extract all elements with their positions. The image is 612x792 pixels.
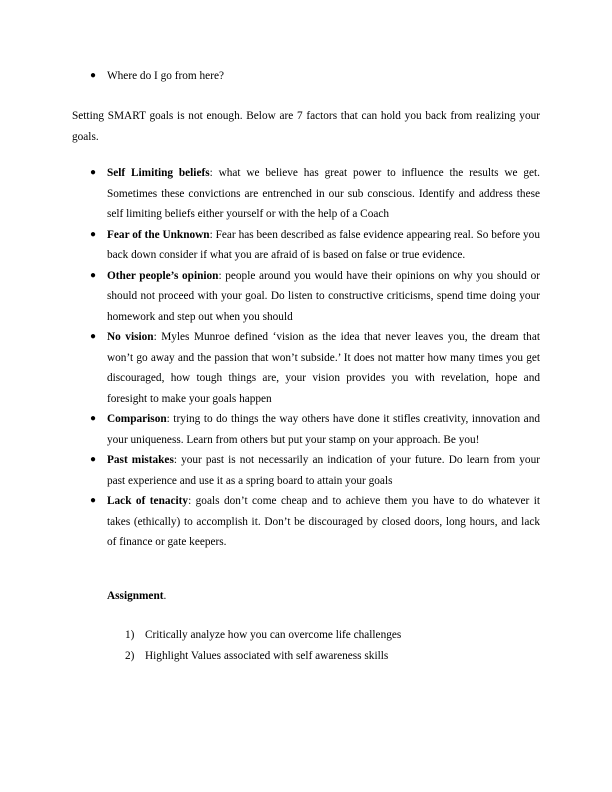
bullet-icon: ● <box>90 228 97 240</box>
factor-item-no-vision <box>90 327 540 409</box>
bullet-icon: ● <box>90 495 97 506</box>
assignment-task-list <box>125 625 545 666</box>
intro-paragraph: Setting SMART goals is not enough. Below are 7 factors that can hold you back from realizing your goals. <box>72 110 540 143</box>
factor-item-past-mistakes <box>90 450 540 491</box>
factor-item-comparison <box>90 409 540 450</box>
bullet-icon: ● <box>90 70 97 81</box>
factor-body: : Myles Munroe defined ‘vision as the idea that never leaves you, the dream that won’t go away and the passion that won’t subside.’ It does not matter how many times you get discouraged, how tough things are, your vision provides you with revelation, hope and foresight to make your goals happen <box>107 331 540 405</box>
factor-body: : goals don’t come cheap and to achieve them you have to do whatever it takes (ethically) to accomplish it. Don’t be discouraged by closed doors, long hours, and lack of finance or gate keepers. <box>107 495 540 548</box>
factor-title: Past mistakes <box>107 454 174 466</box>
bullet-icon: ● <box>90 413 97 424</box>
list-item <box>125 625 545 646</box>
task-number: 1) <box>125 629 135 641</box>
factor-body: : trying to do things the way others have done it stifles creativity, innovation and your uniqueness. Learn from others but put your stamp on your approach. Be you! <box>107 413 540 446</box>
list-item <box>90 70 540 82</box>
factor-item-self-limiting-beliefs <box>90 163 540 225</box>
factor-title: No vision <box>107 331 154 343</box>
task-text: Highlight Values associated with self awareness skills <box>145 649 389 662</box>
factor-body: : what we believe has great power to influence the results we get. Sometimes these convictions are entrenched in our sub conscious. Identify and address these self limiting beliefs either yourself or with the help of a Coach <box>107 167 540 220</box>
assignment-title-suffix: . <box>163 590 167 602</box>
task-text: Critically analyze how you can overcome life challenges <box>145 629 402 641</box>
assignment-heading <box>107 590 166 602</box>
assignment-title: Assignment <box>107 590 164 602</box>
factor-body: : people around you would have their opinions on why you should or should not proceed with your goal. Do listen to constructive criticisms, spend time doing your homework and step out when you should <box>107 269 540 323</box>
factor-title: Lack of tenacity <box>107 495 189 507</box>
bullet-text: Where do I go from here? <box>107 70 224 82</box>
factor-item-other-peoples-opinion <box>90 266 540 328</box>
factor-title: Comparison <box>107 413 167 425</box>
bullet-icon: ● <box>90 331 97 342</box>
factor-title: Self Limiting beliefs <box>107 167 210 179</box>
task-number: 2) <box>125 649 135 662</box>
factor-item-lack-of-tenacity <box>90 491 540 553</box>
factor-body: : Fear has been described as false evidence appearing real. So before you back down consider if what you are afraid of is based on false or true evidence. <box>107 228 540 261</box>
bullet-icon: ● <box>90 269 97 281</box>
factors-list <box>90 163 540 553</box>
bullet-icon: ● <box>90 454 97 465</box>
factor-title: Fear of the Unknown <box>107 228 210 241</box>
factor-item-fear-of-unknown <box>90 225 540 266</box>
list-item <box>125 646 545 667</box>
bullet-icon: ● <box>90 167 97 178</box>
top-bullet-list <box>90 70 540 82</box>
factor-body: : your past is not necessarily an indication of your future. Do learn from your past experience and use it as a spring board to attain your goals <box>107 454 540 487</box>
factor-title: Other people’s opinion <box>107 269 219 282</box>
